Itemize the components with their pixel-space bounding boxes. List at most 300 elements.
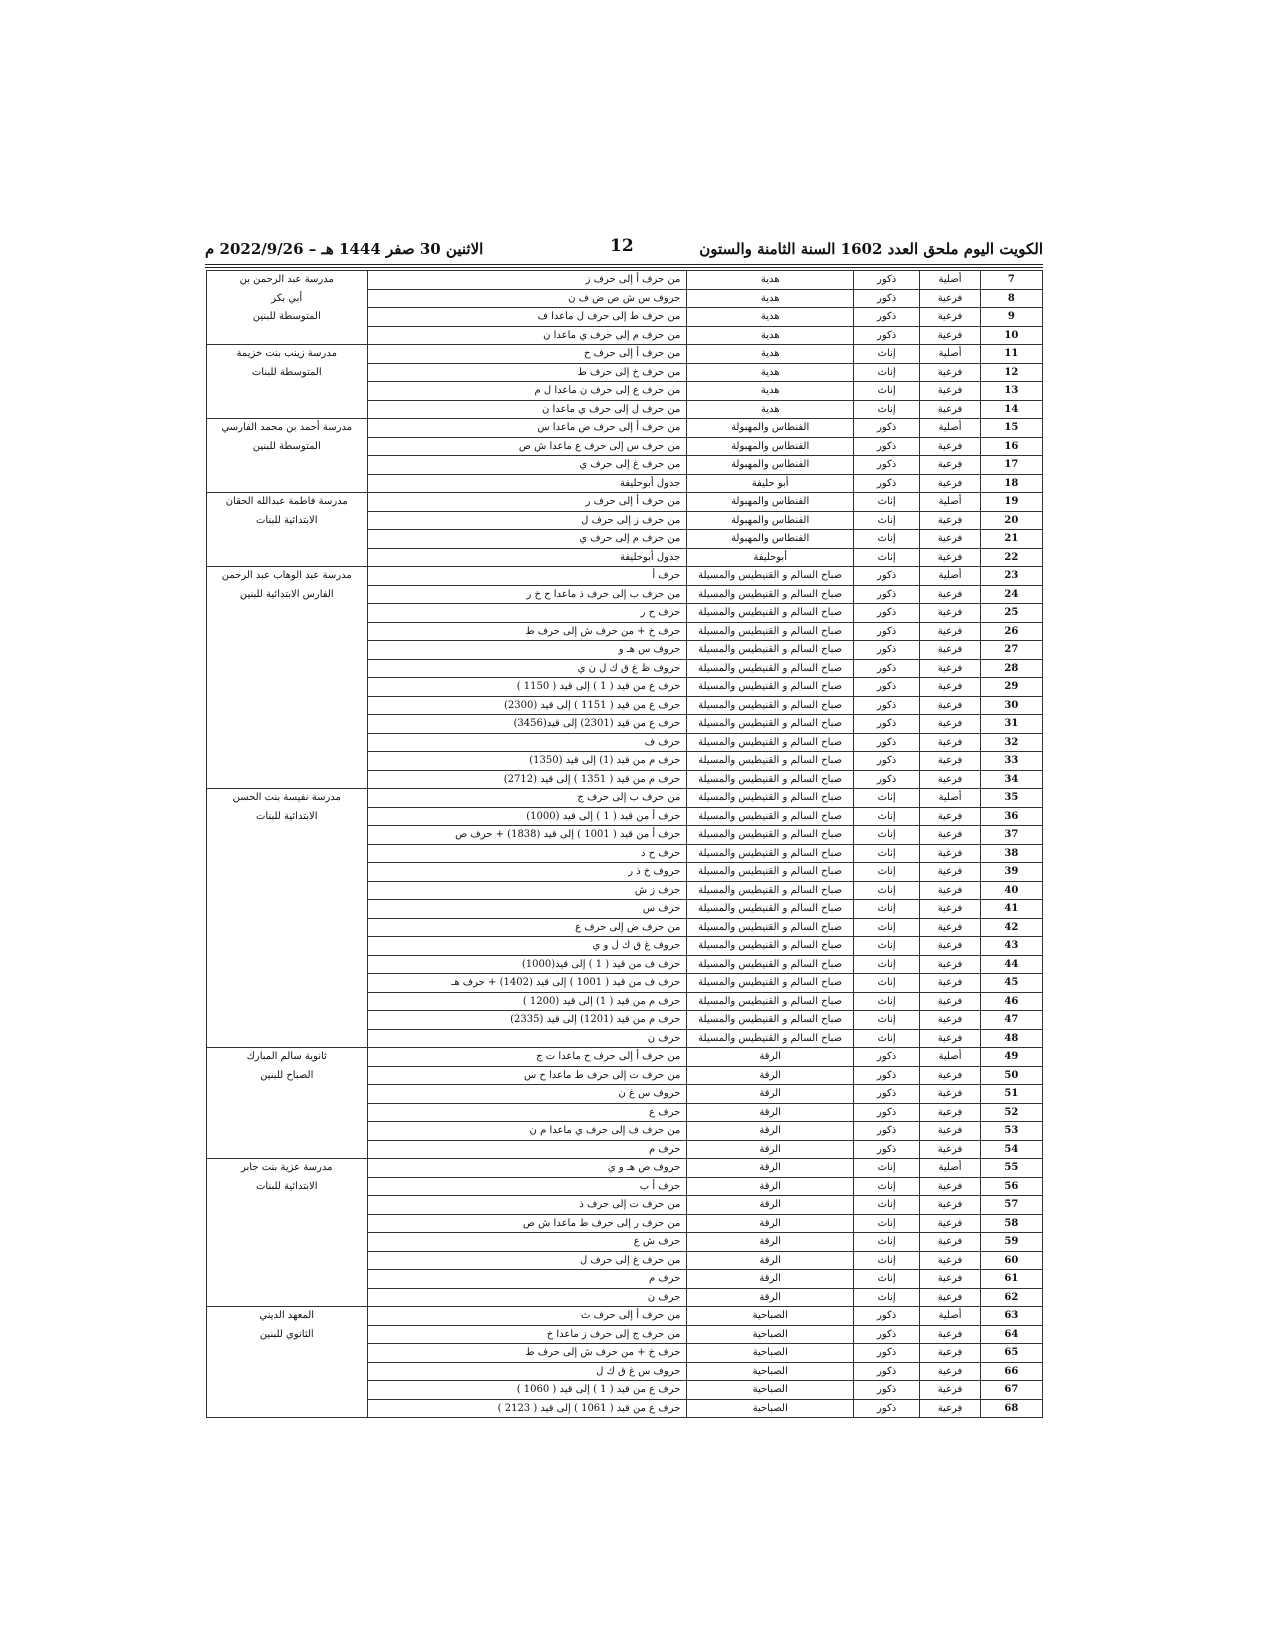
school-name bbox=[207, 992, 368, 1011]
station-type: فرعية bbox=[920, 456, 980, 475]
school-name: المعهد الديني bbox=[207, 1307, 368, 1326]
station-area: الرقة bbox=[687, 1159, 854, 1178]
table-row bbox=[207, 770, 1043, 789]
table-row bbox=[207, 308, 1043, 327]
station-type: أصلية bbox=[920, 345, 980, 364]
station-type: فرعية bbox=[920, 1381, 980, 1400]
school-name bbox=[207, 326, 368, 345]
header-rule-bottom bbox=[205, 267, 1043, 268]
name-range: من حرف س إلى حرف ع ماعدا ش ص bbox=[367, 437, 687, 456]
station-area: الرقة bbox=[687, 1122, 854, 1141]
station-number: 16 bbox=[980, 437, 1042, 456]
station-type: فرعية bbox=[920, 1362, 980, 1381]
station-gender: إناث bbox=[853, 900, 919, 919]
station-number: 21 bbox=[980, 530, 1042, 549]
school-name: الثانوي للبنين bbox=[207, 1325, 368, 1344]
station-gender: إناث bbox=[853, 1196, 919, 1215]
name-range: من حرف ل إلى حرف ي ماعدا ن bbox=[367, 400, 687, 419]
station-area: الرقة bbox=[687, 1103, 854, 1122]
station-type: فرعية bbox=[920, 641, 980, 660]
station-gender: ذكور bbox=[853, 1344, 919, 1363]
station-area: صباح السالم و القنيطيس والمسيلة bbox=[687, 696, 854, 715]
name-range: حرف م bbox=[367, 1140, 687, 1159]
station-type: فرعية bbox=[920, 548, 980, 567]
station-gender: ذكور bbox=[853, 1381, 919, 1400]
school-name bbox=[207, 955, 368, 974]
station-area: الصباحية bbox=[687, 1381, 854, 1400]
name-range: من حرف ب إلى حرف ذ ماعدا ح خ ر bbox=[367, 585, 687, 604]
station-gender: إناث bbox=[853, 511, 919, 530]
station-area: صباح السالم و القنيطيس والمسيلة bbox=[687, 955, 854, 974]
station-gender: ذكور bbox=[853, 641, 919, 660]
station-area: هدية bbox=[687, 308, 854, 327]
table-row bbox=[207, 289, 1043, 308]
station-type: فرعية bbox=[920, 308, 980, 327]
station-area: صباح السالم و القنيطيس والمسيلة bbox=[687, 863, 854, 882]
page-header bbox=[205, 236, 1043, 264]
school-name bbox=[207, 382, 368, 401]
station-area: الرقة bbox=[687, 1048, 854, 1067]
station-area: صباح السالم و القنيطيس والمسيلة bbox=[687, 715, 854, 734]
school-name: مدرسة عبد الرحمن بن bbox=[207, 271, 368, 290]
name-range: حرف ن bbox=[367, 1288, 687, 1307]
station-type: فرعية bbox=[920, 530, 980, 549]
station-type: فرعية bbox=[920, 918, 980, 937]
station-number: 17 bbox=[980, 456, 1042, 475]
name-range: من حرف أ إلى حرف ح bbox=[367, 345, 687, 364]
station-area: هدية bbox=[687, 271, 854, 290]
station-area: صباح السالم و القنيطيس والمسيلة bbox=[687, 1011, 854, 1030]
name-range: من حرف ت إلى حرف ط ماعدا ح س bbox=[367, 1066, 687, 1085]
name-range: من حرف ت إلى حرف ذ bbox=[367, 1196, 687, 1215]
table-row bbox=[207, 604, 1043, 623]
school-name bbox=[207, 1288, 368, 1307]
station-area: صباح السالم و القنيطيس والمسيلة bbox=[687, 641, 854, 660]
station-gender: ذكور bbox=[853, 456, 919, 475]
station-number: 14 bbox=[980, 400, 1042, 419]
page-number: 12 bbox=[610, 236, 634, 256]
station-area: صباح السالم و القنيطيس والمسيلة bbox=[687, 585, 854, 604]
station-type: فرعية bbox=[920, 1140, 980, 1159]
station-number: 33 bbox=[980, 752, 1042, 771]
name-range: حروف ظ غ ق ك ل ن ي bbox=[367, 659, 687, 678]
station-type: فرعية bbox=[920, 511, 980, 530]
school-name bbox=[207, 696, 368, 715]
station-gender: إناث bbox=[853, 844, 919, 863]
school-name bbox=[207, 1029, 368, 1048]
station-gender: ذكور bbox=[853, 678, 919, 697]
station-gender: إناث bbox=[853, 918, 919, 937]
station-gender: إناث bbox=[853, 1270, 919, 1289]
station-gender: ذكور bbox=[853, 419, 919, 438]
table-row bbox=[207, 271, 1043, 290]
school-name bbox=[207, 937, 368, 956]
station-number: 15 bbox=[980, 419, 1042, 438]
station-area: صباح السالم و القنيطيس والمسيلة bbox=[687, 789, 854, 808]
school-name: الفارس الابتدائية للبنين bbox=[207, 585, 368, 604]
polling-stations-table bbox=[206, 270, 1043, 1418]
station-gender: ذكور bbox=[853, 659, 919, 678]
school-name bbox=[207, 900, 368, 919]
station-type: فرعية bbox=[920, 937, 980, 956]
station-number: 43 bbox=[980, 937, 1042, 956]
name-range: من حرف غ إلى حرف ي bbox=[367, 456, 687, 475]
station-gender: ذكور bbox=[853, 696, 919, 715]
station-type: فرعية bbox=[920, 474, 980, 493]
station-type: فرعية bbox=[920, 1085, 980, 1104]
name-range: حرف خ + من حرف ش إلى حرف ط bbox=[367, 622, 687, 641]
station-type: فرعية bbox=[920, 400, 980, 419]
station-gender: ذكور bbox=[853, 715, 919, 734]
table-row bbox=[207, 1381, 1043, 1400]
name-range: من حرف أ إلى حرف ز bbox=[367, 271, 687, 290]
table-row bbox=[207, 1196, 1043, 1215]
station-area: الرقة bbox=[687, 1177, 854, 1196]
school-name bbox=[207, 548, 368, 567]
name-range: من حرف م إلى حرف ي ماعدا ن bbox=[367, 326, 687, 345]
school-name bbox=[207, 1214, 368, 1233]
table-body bbox=[207, 271, 1043, 1418]
table-row bbox=[207, 363, 1043, 382]
station-number: 57 bbox=[980, 1196, 1042, 1215]
station-number: 30 bbox=[980, 696, 1042, 715]
station-area: الفنطاس والمهبولة bbox=[687, 511, 854, 530]
station-gender: ذكور bbox=[853, 326, 919, 345]
school-name bbox=[207, 1103, 368, 1122]
school-name bbox=[207, 1085, 368, 1104]
station-number: 48 bbox=[980, 1029, 1042, 1048]
name-range: حرف ش ع bbox=[367, 1233, 687, 1252]
name-range: حرف ع من قيد ( 1 ) إلى قيد ( 1060 ) bbox=[367, 1381, 687, 1400]
station-type: أصلية bbox=[920, 567, 980, 586]
station-number: 8 bbox=[980, 289, 1042, 308]
station-number: 19 bbox=[980, 493, 1042, 512]
station-number: 13 bbox=[980, 382, 1042, 401]
station-area: صباح السالم و القنيطيس والمسيلة bbox=[687, 826, 854, 845]
station-gender: إناث bbox=[853, 1251, 919, 1270]
school-name: مدرسة نفيسة بنت الحسن bbox=[207, 789, 368, 808]
station-gender: إناث bbox=[853, 1011, 919, 1030]
station-area: صباح السالم و القنيطيس والمسيلة bbox=[687, 752, 854, 771]
name-range: من حرف ف إلى حرف ي ماعدا م ن bbox=[367, 1122, 687, 1141]
school-name bbox=[207, 715, 368, 734]
station-area: هدية bbox=[687, 363, 854, 382]
station-number: 10 bbox=[980, 326, 1042, 345]
station-type: فرعية bbox=[920, 326, 980, 345]
name-range: حرف ف bbox=[367, 733, 687, 752]
name-range: حرف أ bbox=[367, 567, 687, 586]
station-gender: ذكور bbox=[853, 474, 919, 493]
table-row bbox=[207, 585, 1043, 604]
station-number: 39 bbox=[980, 863, 1042, 882]
station-type: فرعية bbox=[920, 1066, 980, 1085]
station-number: 12 bbox=[980, 363, 1042, 382]
station-type: فرعية bbox=[920, 752, 980, 771]
station-area: صباح السالم و القنيطيس والمسيلة bbox=[687, 604, 854, 623]
station-type: أصلية bbox=[920, 271, 980, 290]
station-gender: ذكور bbox=[853, 1103, 919, 1122]
table-row bbox=[207, 1103, 1043, 1122]
table-row bbox=[207, 1122, 1043, 1141]
station-area: الرقة bbox=[687, 1288, 854, 1307]
table-row bbox=[207, 382, 1043, 401]
station-type: فرعية bbox=[920, 678, 980, 697]
name-range: من حرف غ إلى حرف ل bbox=[367, 1251, 687, 1270]
station-type: فرعية bbox=[920, 974, 980, 993]
station-area: صباح السالم و القنيطيس والمسيلة bbox=[687, 844, 854, 863]
school-name: مدرسة فاطمة عبدالله الحقان bbox=[207, 493, 368, 512]
school-name bbox=[207, 1399, 368, 1418]
station-number: 68 bbox=[980, 1399, 1042, 1418]
station-gender: ذكور bbox=[853, 1140, 919, 1159]
station-type: فرعية bbox=[920, 437, 980, 456]
issue-date: الاثنين 30 صفر 1444 هـ – 2022/9/26 م bbox=[205, 240, 484, 258]
name-range: حرف م من قيد (1) إلى قيد (1350) bbox=[367, 752, 687, 771]
station-gender: إناث bbox=[853, 992, 919, 1011]
school-name bbox=[207, 826, 368, 845]
station-type: فرعية bbox=[920, 1177, 980, 1196]
station-gender: ذكور bbox=[853, 437, 919, 456]
station-gender: ذكور bbox=[853, 308, 919, 327]
station-area: هدية bbox=[687, 345, 854, 364]
station-type: فرعية bbox=[920, 881, 980, 900]
station-number: 49 bbox=[980, 1048, 1042, 1067]
station-number: 44 bbox=[980, 955, 1042, 974]
station-gender: ذكور bbox=[853, 1362, 919, 1381]
station-area: الفنطاس والمهبولة bbox=[687, 419, 854, 438]
station-gender: إناث bbox=[853, 382, 919, 401]
table-row bbox=[207, 826, 1043, 845]
table-row bbox=[207, 1140, 1043, 1159]
school-name: أبي بكر bbox=[207, 289, 368, 308]
station-type: فرعية bbox=[920, 992, 980, 1011]
station-type: فرعية bbox=[920, 1344, 980, 1363]
station-gender: ذكور bbox=[853, 770, 919, 789]
school-name: مدرسة زينب بنت خزيمة bbox=[207, 345, 368, 364]
station-number: 53 bbox=[980, 1122, 1042, 1141]
table-row bbox=[207, 678, 1043, 697]
station-gender: إناث bbox=[853, 530, 919, 549]
station-gender: إناث bbox=[853, 955, 919, 974]
station-gender: إناث bbox=[853, 345, 919, 364]
station-type: أصلية bbox=[920, 789, 980, 808]
station-gender: إناث bbox=[853, 1029, 919, 1048]
name-range: حروف خ ذ ر bbox=[367, 863, 687, 882]
school-name bbox=[207, 881, 368, 900]
name-range: حرف أ من قيد ( 1001 ) إلى قيد (1838) + حرف ص bbox=[367, 826, 687, 845]
station-type: أصلية bbox=[920, 493, 980, 512]
station-number: 25 bbox=[980, 604, 1042, 623]
name-range: حرف ع من قيد (2301) إلى قيد(3456) bbox=[367, 715, 687, 734]
station-number: 55 bbox=[980, 1159, 1042, 1178]
table-row bbox=[207, 456, 1043, 475]
station-number: 59 bbox=[980, 1233, 1042, 1252]
station-area: الصباحية bbox=[687, 1325, 854, 1344]
station-type: فرعية bbox=[920, 1288, 980, 1307]
name-range: حروف س غ ق ك ل bbox=[367, 1362, 687, 1381]
name-range: من حرف أ إلى حرف ث bbox=[367, 1307, 687, 1326]
name-range: جدول أبوحليفة bbox=[367, 474, 687, 493]
station-area: الفنطاس والمهبولة bbox=[687, 530, 854, 549]
station-type: فرعية bbox=[920, 1233, 980, 1252]
table-row bbox=[207, 641, 1043, 660]
station-type: فرعية bbox=[920, 1103, 980, 1122]
station-area: صباح السالم و القنيطيس والمسيلة bbox=[687, 622, 854, 641]
station-area: هدية bbox=[687, 382, 854, 401]
station-number: 45 bbox=[980, 974, 1042, 993]
station-gender: إناث bbox=[853, 1233, 919, 1252]
station-number: 46 bbox=[980, 992, 1042, 1011]
header-rule-top bbox=[205, 264, 1043, 265]
name-range: حرف م bbox=[367, 1270, 687, 1289]
school-name bbox=[207, 530, 368, 549]
school-name bbox=[207, 1196, 368, 1215]
station-type: فرعية bbox=[920, 659, 980, 678]
name-range: حرف ن bbox=[367, 1029, 687, 1048]
station-number: 9 bbox=[980, 308, 1042, 327]
station-number: 20 bbox=[980, 511, 1042, 530]
name-range: حرف ح د bbox=[367, 844, 687, 863]
school-name: المتوسطة للبنات bbox=[207, 363, 368, 382]
station-type: فرعية bbox=[920, 733, 980, 752]
station-gender: إناث bbox=[853, 826, 919, 845]
station-number: 22 bbox=[980, 548, 1042, 567]
station-gender: ذكور bbox=[853, 1307, 919, 1326]
school-name: الابتدائية للبنات bbox=[207, 1177, 368, 1196]
station-type: فرعية bbox=[920, 807, 980, 826]
table-row bbox=[207, 881, 1043, 900]
station-area: صباح السالم و القنيطيس والمسيلة bbox=[687, 678, 854, 697]
station-gender: إناث bbox=[853, 863, 919, 882]
station-area: صباح السالم و القنيطيس والمسيلة bbox=[687, 733, 854, 752]
station-type: فرعية bbox=[920, 863, 980, 882]
station-number: 23 bbox=[980, 567, 1042, 586]
school-name bbox=[207, 918, 368, 937]
station-number: 65 bbox=[980, 1344, 1042, 1363]
station-area: الرقة bbox=[687, 1066, 854, 1085]
station-gender: إناث bbox=[853, 400, 919, 419]
station-type: فرعية bbox=[920, 1214, 980, 1233]
name-range: حروف غ ق ك ل و ي bbox=[367, 937, 687, 956]
station-number: 31 bbox=[980, 715, 1042, 734]
table-row bbox=[207, 863, 1043, 882]
station-number: 27 bbox=[980, 641, 1042, 660]
station-type: فرعية bbox=[920, 585, 980, 604]
station-number: 38 bbox=[980, 844, 1042, 863]
station-gender: إناث bbox=[853, 363, 919, 382]
table-row bbox=[207, 1214, 1043, 1233]
station-type: فرعية bbox=[920, 696, 980, 715]
station-gender: ذكور bbox=[853, 1066, 919, 1085]
name-range: من حرف ج إلى حرف ز ماعدا خ bbox=[367, 1325, 687, 1344]
station-gender: إناث bbox=[853, 493, 919, 512]
name-range: حروف س هـ و bbox=[367, 641, 687, 660]
station-area: هدية bbox=[687, 289, 854, 308]
name-range: من حرف ر إلى حرف ط ماعدا ش ص bbox=[367, 1214, 687, 1233]
school-name: المتوسطة للبنين bbox=[207, 308, 368, 327]
station-type: فرعية bbox=[920, 622, 980, 641]
station-gender: ذكور bbox=[853, 1048, 919, 1067]
name-range: حرف ف من قيد ( 1001 ) إلى قيد (1402) + حرف هـ bbox=[367, 974, 687, 993]
school-name bbox=[207, 1381, 368, 1400]
table-row bbox=[207, 1288, 1043, 1307]
name-range: حرف ف من قيد ( 1 ) إلى قيد(1000) bbox=[367, 955, 687, 974]
station-number: 29 bbox=[980, 678, 1042, 697]
table-row bbox=[207, 992, 1043, 1011]
school-name bbox=[207, 474, 368, 493]
name-range: من حرف خ إلى حرف ط bbox=[367, 363, 687, 382]
station-number: 63 bbox=[980, 1307, 1042, 1326]
school-name bbox=[207, 456, 368, 475]
station-area: الصباحية bbox=[687, 1362, 854, 1381]
school-name bbox=[207, 1140, 368, 1159]
station-number: 54 bbox=[980, 1140, 1042, 1159]
station-gender: إناث bbox=[853, 807, 919, 826]
table-row bbox=[207, 437, 1043, 456]
school-name bbox=[207, 400, 368, 419]
school-name bbox=[207, 863, 368, 882]
station-type: فرعية bbox=[920, 289, 980, 308]
station-area: صباح السالم و القنيطيس والمسيلة bbox=[687, 567, 854, 586]
school-name bbox=[207, 844, 368, 863]
table-row bbox=[207, 752, 1043, 771]
school-name bbox=[207, 604, 368, 623]
station-type: فرعية bbox=[920, 1196, 980, 1215]
name-range: حرف ز ش bbox=[367, 881, 687, 900]
station-type: فرعية bbox=[920, 382, 980, 401]
table-row bbox=[207, 1325, 1043, 1344]
school-name bbox=[207, 770, 368, 789]
station-type: فرعية bbox=[920, 955, 980, 974]
station-type: فرعية bbox=[920, 1011, 980, 1030]
station-area: صباح السالم و القنيطيس والمسيلة bbox=[687, 807, 854, 826]
station-gender: ذكور bbox=[853, 1399, 919, 1418]
station-gender: إناث bbox=[853, 1177, 919, 1196]
table-row bbox=[207, 1362, 1043, 1381]
school-name: مدرسة أحمد بن محمد الفارسي bbox=[207, 419, 368, 438]
station-type: فرعية bbox=[920, 1270, 980, 1289]
station-number: 18 bbox=[980, 474, 1042, 493]
table-row bbox=[207, 1011, 1043, 1030]
station-area: الفنطاس والمهبولة bbox=[687, 493, 854, 512]
table-row bbox=[207, 345, 1043, 364]
table-row bbox=[207, 918, 1043, 937]
school-name bbox=[207, 659, 368, 678]
name-range: من حرف ب إلى حرف ج bbox=[367, 789, 687, 808]
table-row bbox=[207, 493, 1043, 512]
name-range: حرف ح ر bbox=[367, 604, 687, 623]
station-number: 66 bbox=[980, 1362, 1042, 1381]
name-range: حرف م من قيد ( 1351 ) إلى قيد (2712) bbox=[367, 770, 687, 789]
station-gender: إناث bbox=[853, 881, 919, 900]
table-row bbox=[207, 1177, 1043, 1196]
name-range: من حرف أ إلى حرف ح ماعدا ت ج bbox=[367, 1048, 687, 1067]
station-number: 52 bbox=[980, 1103, 1042, 1122]
name-range: حرف أ من قيد ( 1 ) إلى قيد (1000) bbox=[367, 807, 687, 826]
station-area: الصباحية bbox=[687, 1344, 854, 1363]
station-gender: إناث bbox=[853, 937, 919, 956]
table-row bbox=[207, 1344, 1043, 1363]
station-gender: إناث bbox=[853, 548, 919, 567]
station-type: فرعية bbox=[920, 844, 980, 863]
station-type: فرعية bbox=[920, 1122, 980, 1141]
station-type: أصلية bbox=[920, 1048, 980, 1067]
station-area: الرقة bbox=[687, 1085, 854, 1104]
station-type: فرعية bbox=[920, 770, 980, 789]
station-gender: ذكور bbox=[853, 271, 919, 290]
school-name bbox=[207, 622, 368, 641]
name-range: حروف ص هـ و ي bbox=[367, 1159, 687, 1178]
